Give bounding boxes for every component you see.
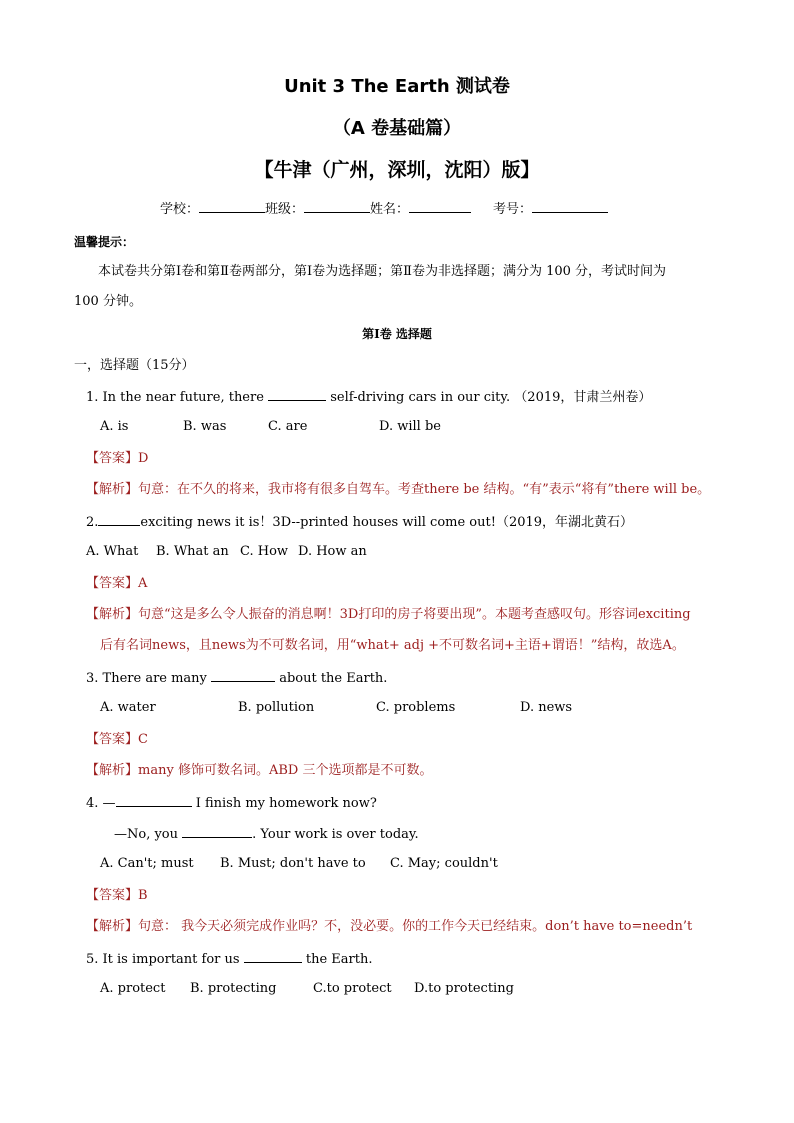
question-4-reply: —No, you . Your work is over today. <box>114 824 419 844</box>
question-3-analysis: 【解析】many 修饰可数名词。ABD 三个选项都是不可数。 <box>86 763 433 778</box>
page-subtitle: （A 卷基础篇） <box>332 118 462 139</box>
question-2-stem: 2. exciting news it is！3D--printed houses will come out!（2019，年湖北黄石） <box>86 512 633 532</box>
part-title: 一，选择题（15分） <box>74 358 195 373</box>
info-fields-row <box>160 199 608 219</box>
question-5-stem: 5. It is important for us the Earth. <box>86 949 372 969</box>
question-5-option-b[interactable]: B. protecting <box>190 981 277 996</box>
question-1-stem: 1. In the near future, there self-driving cars in our city. （2019，甘肃兰州卷） <box>86 387 651 407</box>
question-1-answer: 【答案】D <box>86 451 149 466</box>
exam-no-label: 考号： <box>493 202 533 217</box>
question-1-option-c[interactable]: C. are <box>268 419 308 434</box>
question-4-option-a[interactable]: A. Can't; must <box>100 856 194 871</box>
name-blank[interactable] <box>409 199 471 213</box>
name-label: 姓名： <box>370 202 410 217</box>
question-5-option-c[interactable]: C.to protect <box>313 981 392 996</box>
tips-line-1: 本试卷共分第Ⅰ卷和第Ⅱ卷两部分，第Ⅰ卷为选择题；第Ⅱ卷为非选择题；满分为 100 分，考试时间为 <box>98 264 667 279</box>
answer-blank[interactable] <box>116 793 192 807</box>
answer-blank[interactable] <box>268 387 326 401</box>
question-2-option-c[interactable]: C. How <box>240 544 289 559</box>
answer-blank[interactable] <box>244 949 302 963</box>
question-1-analysis: 【解析】句意：在不久的将来，我市将有很多自驾车。考查there be 结构。“有”表示“将有”there will be。 <box>86 482 711 497</box>
question-5-option-a[interactable]: A. protect <box>100 981 166 996</box>
school-blank[interactable] <box>199 199 265 213</box>
question-1-option-d[interactable]: D. will be <box>379 419 441 434</box>
question-2-option-d[interactable]: D. How an <box>298 544 367 559</box>
question-4-option-b[interactable]: B. Must; don't have to <box>220 856 366 871</box>
question-1-option-b[interactable]: B. was <box>183 419 227 434</box>
class-label: 班级： <box>265 202 305 217</box>
question-2-analysis: 【解析】句意“这是多么令人振奋的消息啊！3D打印的房子将要出现”。本题考查感叹句。形容词exciting <box>86 607 691 622</box>
question-3-option-d[interactable]: D. news <box>520 700 573 715</box>
question-3-option-a[interactable]: A. water <box>100 700 156 715</box>
question-2-option-a[interactable]: A. What <box>86 544 139 559</box>
question-3-answer: 【答案】C <box>86 732 148 747</box>
question-1-option-a[interactable]: A. is <box>100 419 129 434</box>
question-4-option-c[interactable]: C. May; couldn't <box>390 856 498 871</box>
answer-blank[interactable] <box>98 512 140 526</box>
section-heading: 第Ⅰ卷 选择题 <box>362 327 432 341</box>
school-label: 学校： <box>160 202 200 217</box>
question-4-analysis: 【解析】句意： 我今天必须完成作业吗？不，没必要。你的工作今天已经结束。don’t have to=needn’t <box>86 919 693 934</box>
page-title: Unit 3 The Earth 测试卷 <box>284 76 510 97</box>
question-3-stem: 3. There are many about the Earth. <box>86 668 387 688</box>
question-3-option-b[interactable]: B. pollution <box>238 700 315 715</box>
exam-no-blank[interactable] <box>532 199 608 213</box>
edition-label: 【牛津（广州，深圳，沈阳）版】 <box>254 159 540 181</box>
question-2-answer: 【答案】A <box>86 576 148 591</box>
class-blank[interactable] <box>304 199 370 213</box>
question-5-option-d[interactable]: D.to protecting <box>414 981 514 996</box>
answer-blank[interactable] <box>211 668 275 682</box>
question-2-analysis-cont: 后有名词news，且news为不可数名词，用“what+ adj +不可数名词+主语+谓语！”结构，故选A。 <box>100 638 685 653</box>
question-2-option-b[interactable]: B. What an <box>156 544 229 559</box>
question-3-option-c[interactable]: C. problems <box>376 700 456 715</box>
tips-line-2: 100 分钟。 <box>74 294 142 309</box>
answer-blank[interactable] <box>182 824 252 838</box>
tips-heading: 温馨提示： <box>74 235 135 249</box>
question-4-stem: 4. — I finish my homework now? <box>86 793 377 813</box>
question-4-answer: 【答案】B <box>86 888 148 903</box>
